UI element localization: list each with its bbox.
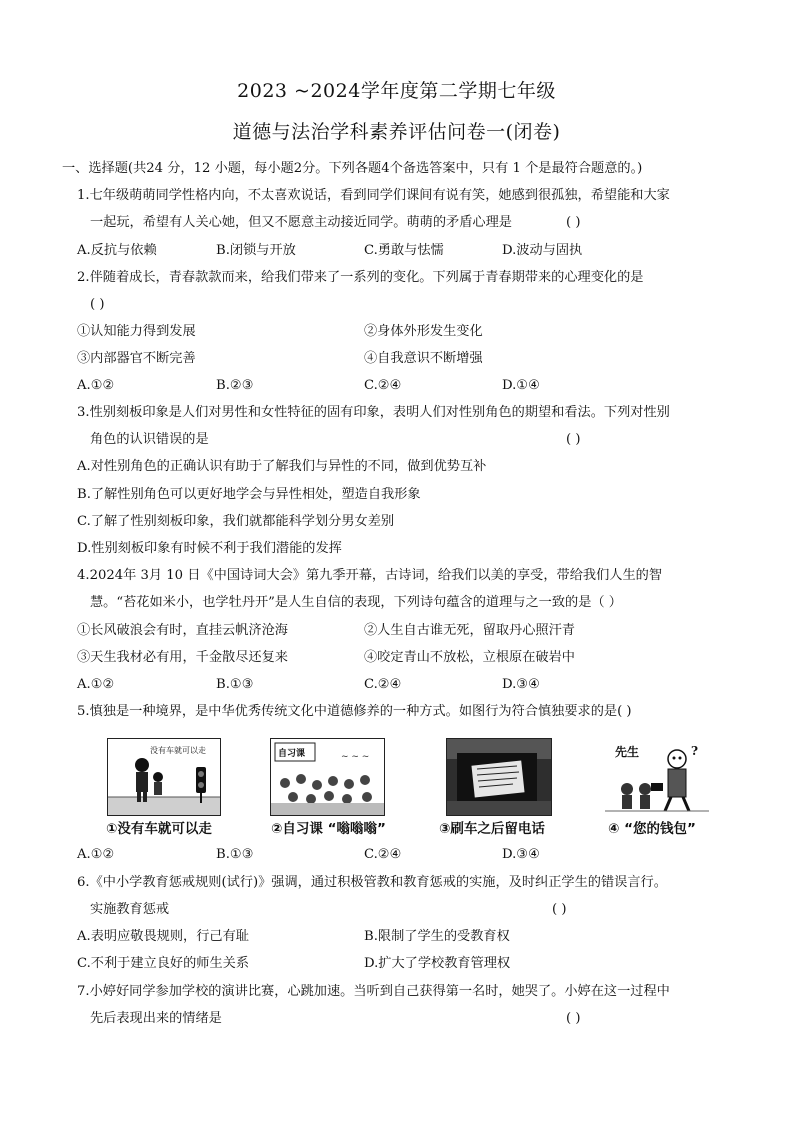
q7-stem-line1: 7.小婷好同学参加学校的演讲比赛，心跳加速。当听到自己获得第一名时，她哭了。小婷在这一过程中 xyxy=(77,984,670,999)
q2-option-b: B.②③ xyxy=(216,378,254,393)
q7-answer-paren: ( ) xyxy=(566,1011,581,1026)
q2-option-d: D.①④ xyxy=(502,378,540,393)
q2-item-1: ①认知能力得到发展 xyxy=(77,324,196,339)
q5-option-d: D.③④ xyxy=(502,847,540,862)
exam-title-line1: 2023 ~2024学年度第二学期七年级 xyxy=(237,80,556,102)
fig4-speech-text: 先生 xyxy=(615,745,640,759)
q3-option-d: D.性别刻板印象有时候不利于我们潜能的发挥 xyxy=(77,541,342,556)
q5-stem-line1: 5.慎独是一种境界，是中华优秀传统文化中道德修养的一种方式。如图行为符合慎独要求的是( ) xyxy=(77,704,632,719)
q6-option-a: A.表明应敬畏规则，行己有耻 xyxy=(77,929,249,944)
fig1-speech-text: 没有车就可以走 xyxy=(150,746,206,755)
q5-caption-2: ②自习课 “嗡嗡嗡” xyxy=(271,821,386,837)
q6-option-d: D.扩大了学校教育管理权 xyxy=(364,956,511,971)
q2-stem-line1: 2.伴随着成长，青春款款而来，给我们带来了一系列的变化。下列属于青春期带来的心理变化的是 xyxy=(77,270,644,285)
q5-caption-3: ③刷车之后留电话 xyxy=(439,821,545,837)
q5-option-b: B.①③ xyxy=(216,847,254,862)
q4-stem-line1: 4.2024年 3月 10 日《中国诗词大会》第九季开幕，古诗词，给我们以美的享受，带给我们人生的智 xyxy=(77,568,663,583)
q6-option-b: B.限制了学生的受教育权 xyxy=(364,929,510,944)
q4-option-d: D.③④ xyxy=(502,677,540,692)
car-note-photo xyxy=(447,739,551,815)
q2-item-3: ③内部器官不断完善 xyxy=(77,351,196,366)
section-heading: 一、选择题(共24 分，12 小题，每小题2分。下列各题4个备选答案中，只有 1 个是最符合题意的。) xyxy=(62,161,643,176)
q3-option-a: A.对性别角色的正确认识有助于了解我们与异性的不同，做到优势互补 xyxy=(77,459,487,474)
q4-option-c: C.②④ xyxy=(364,677,402,692)
q1-option-c: C.勇敢与怯懦 xyxy=(364,243,444,258)
q1-stem-line1: 1.七年级萌萌同学性格内向，不太喜欢说话，看到同学们课间有说有笑，她感到很孤独，希望能和大家 xyxy=(77,188,670,203)
svg-text:~ ~ ~: ~ ~ ~ xyxy=(341,752,370,762)
q2-item-4: ④自我意识不断增强 xyxy=(364,351,483,366)
q3-option-b: B.了解性别角色可以更好地学会与异性相处，塑造自我形象 xyxy=(77,487,421,502)
q3-option-c: C.了解了性别刻板印象，我们就都能科学划分男女差别 xyxy=(77,514,395,529)
q3-stem-line1: 3.性别刻板印象是人们对男性和女性特征的固有印象，表明人们对性别角色的期望和看法。下列对性别 xyxy=(77,405,670,420)
q3-answer-paren: ( ) xyxy=(566,432,581,447)
q4-item-3: ③天生我材必有用，千金散尽还复来 xyxy=(77,650,288,665)
q3-stem-line2: 角色的认识错误的是 xyxy=(90,432,209,447)
q1-answer-paren: ( ) xyxy=(566,215,581,230)
q4-item-1: ①长风破浪会有时，直挂云帆济沧海 xyxy=(77,623,288,638)
q1-option-b: B.闭锁与开放 xyxy=(216,243,296,258)
exam-title-line2: 道德与法治学科素养评估问卷一(闭卷) xyxy=(232,121,561,143)
q6-option-c: C.不利于建立良好的师生关系 xyxy=(77,956,250,971)
q5-caption-1: ①没有车就可以走 xyxy=(106,821,212,837)
q2-answer-paren: ( ) xyxy=(90,297,105,312)
q2-item-2: ②身体外形发生变化 xyxy=(364,324,483,339)
q1-option-a: A.反抗与依赖 xyxy=(77,243,157,258)
q5-figure-4 xyxy=(604,738,710,816)
q4-option-b: B.①③ xyxy=(216,677,254,692)
q5-caption-4: ④ “您的钱包” xyxy=(608,821,696,837)
q4-stem-line2: 慧。“苔花如米小，也学牡丹开”是人生自信的表现，下列诗句蕴含的道理与之一致的是（ ） xyxy=(90,595,622,610)
q4-item-2: ②人生自古谁无死，留取丹心照汗青 xyxy=(364,623,575,638)
fig2-board-text: 自习课 xyxy=(278,749,306,759)
q5-figure-2 xyxy=(270,738,385,816)
q2-option-a: A.①② xyxy=(77,378,115,393)
q2-option-c: C.②④ xyxy=(364,378,402,393)
q7-stem-line2: 先后表现出来的情绪是 xyxy=(90,1011,222,1026)
q6-answer-paren: ( ) xyxy=(552,902,567,917)
q6-stem-line2: 实施教育惩戒 xyxy=(90,902,170,917)
q6-stem-line1: 6.《中小学教育惩戒规则(试行)》强调，通过积极管教和教育惩戒的实施，及时纠正学生的错误言行。 xyxy=(77,875,667,890)
svg-text:?: ? xyxy=(691,744,699,758)
q4-option-a: A.①② xyxy=(77,677,115,692)
q1-option-d: D.波动与固执 xyxy=(502,243,583,258)
q5-option-a: A.①② xyxy=(77,847,115,862)
q5-figure-1 xyxy=(107,738,221,816)
q5-figure-3 xyxy=(446,738,552,816)
q4-item-4: ④咬定青山不放松，立根原在破岩中 xyxy=(364,650,575,665)
q1-stem-line2: 一起玩，希望有人关心她，但又不愿意主动接近同学。萌萌的矛盾心理是 xyxy=(90,215,512,230)
q5-option-c: C.②④ xyxy=(364,847,402,862)
